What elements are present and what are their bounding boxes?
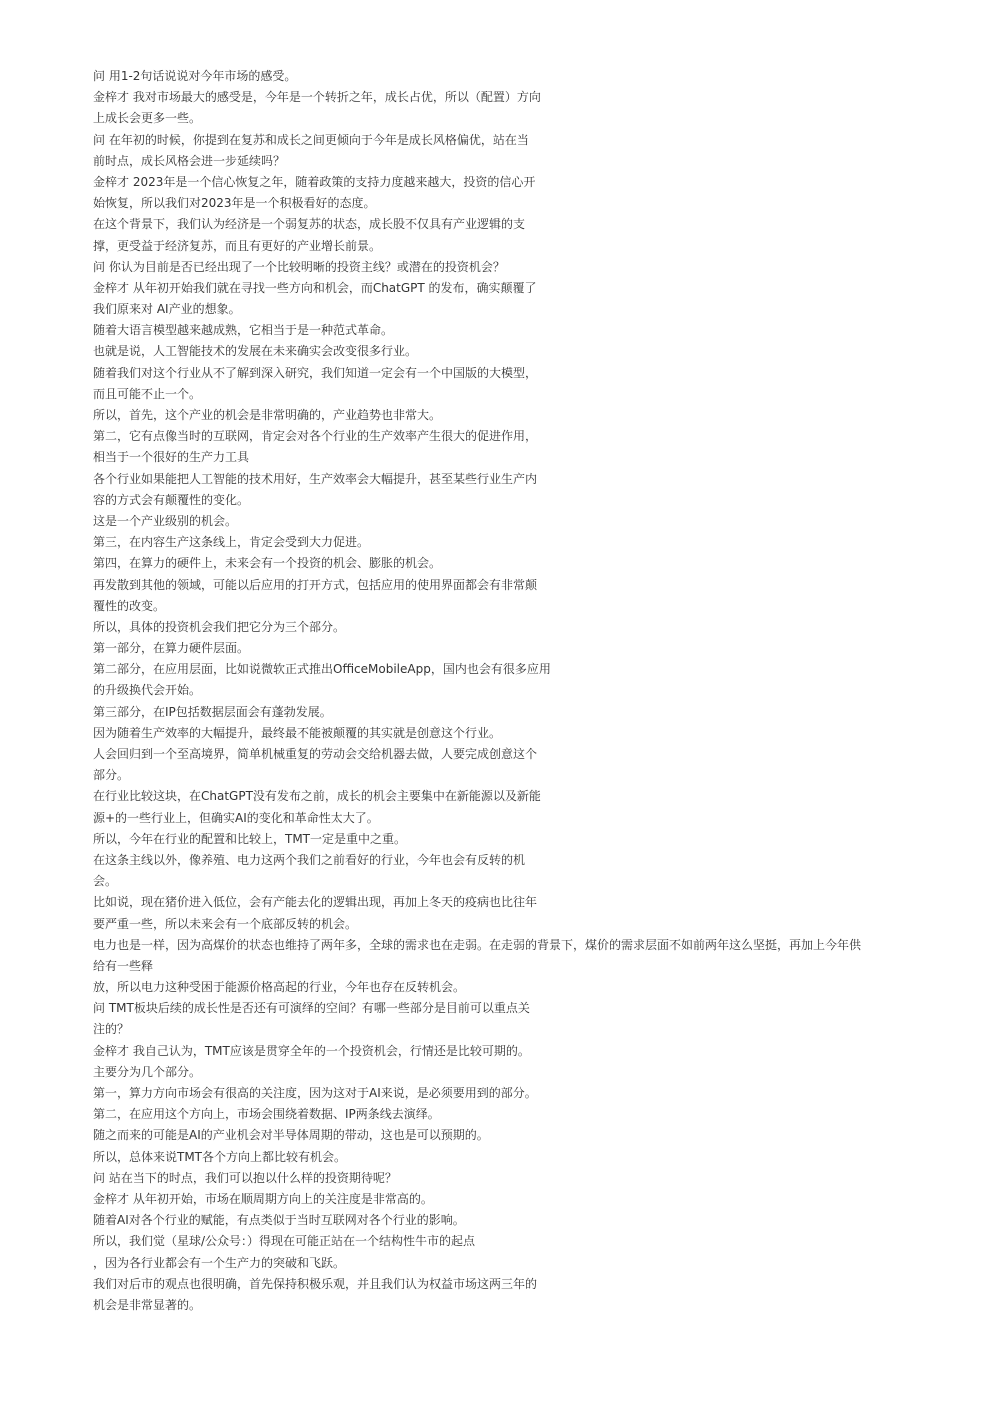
text-line: 我们原来对 AI产业的想象。: [93, 302, 241, 317]
text-line: 第一，算力方向市场会有很高的关注度，因为这对于AI来说，是必须要用到的部分。: [93, 1086, 537, 1100]
text-line: 金梓才 从年初开始我们就在寻找一些方向和机会，而ChatGPT 的发布，确实颠覆了: [93, 280, 537, 295]
text-line: 而且可能不止一个。: [93, 386, 202, 401]
text-line: 问 在年初的时候，你提到在复苏和成长之间更倾向于今年是成长风格偏优，站在当: [93, 132, 529, 147]
text-line: 覆性的改变。: [93, 598, 166, 613]
text-line: 始恢复，所以我们对2023年是一个积极看好的态度。: [93, 196, 376, 211]
text-line: 所以，总体来说TMT各个方向上都比较有机会。: [93, 1149, 347, 1164]
text-line: 注的？: [93, 1022, 130, 1037]
text-line: 第三，在内容生产这条线上，肯定会受到大力促进。: [93, 535, 370, 550]
text-line: 问 你认为目前是否已经出现了一个比较明晰的投资主线？或潜在的投资机会？: [93, 259, 505, 274]
text-line: 问 TMT板块后续的成长性是否还有可演绎的空间？有哪一些部分是目前可以重点关: [93, 1001, 530, 1016]
text-line: 这是一个产业级别的机会。: [93, 513, 238, 528]
text-line: 前时点，成长风格会进一步延续吗？: [93, 153, 286, 168]
text-line: 放，所以电力这种受困于能源价格高起的行业，今年也存在反转机会。: [93, 980, 466, 995]
text-line: 机会是非常显著的。: [93, 1297, 202, 1312]
text-line: 在这条主线以外，像养殖、电力这两个我们之前看好的行业，今年也会有反转的机: [93, 852, 526, 867]
text-line: 在行业比较这块，在ChatGPT没有发布之前，成长的机会主要集中在新能源以及新能: [93, 789, 541, 804]
text-line: 给有一些释: [93, 958, 154, 973]
text-line: 上成长会更多一些。: [93, 111, 202, 126]
text-line: 容的方式会有颠覆性的变化。: [93, 492, 250, 507]
text-line: 所以，首先，这个产业的机会是非常明确的，产业趋势也非常大。: [93, 408, 442, 422]
text-line: 金梓才 从年初开始，市场在顺周期方向上的关注度是非常高的。: [93, 1191, 433, 1206]
text-line: 也就是说，人工智能技术的发展在未来确实会改变很多行业。: [93, 344, 418, 359]
text-line: 会。: [93, 874, 118, 889]
text-line: 随着AI对各个行业的赋能，有点类似于当时互联网对各个行业的影响。: [93, 1213, 465, 1228]
text-line: 部分。: [93, 768, 130, 783]
text-line: 相当于一个很好的生产力工具: [93, 450, 250, 465]
text-line: 第四，在算力的硬件上，未来会有一个投资的机会、膨胀的机会。: [93, 556, 442, 571]
text-line: 我们对后市的观点也很明确，首先保持积极乐观，并且我们认为权益市场这两三年的: [93, 1276, 538, 1291]
text-line: 在这个背景下，我们认为经济是一个弱复苏的状态，成长股不仅具有产业逻辑的支: [93, 217, 526, 232]
text-line: ，因为各行业都会有一个生产力的突破和飞跃。: [93, 1255, 346, 1270]
text-line: 比如说，现在猪价进入低位，会有产能去化的逻辑出现，再加上冬天的疫病也比往年: [93, 895, 538, 910]
text-line: 要严重一些，所以未来会有一个底部反转的机会。: [93, 916, 358, 931]
text-line: 人会回归到一个至高境界，简单机械重复的劳动会交给机器去做，人要完成创意这个: [93, 747, 538, 761]
text-line: 随之而来的可能是AI的产业机会对半导体周期的带动，这也是可以预期的。: [93, 1128, 489, 1143]
text-line: 源+的一些行业上，但确实AI的变化和革命性太大了。: [93, 810, 379, 825]
text-line: 再发散到其他的领域，可能以后应用的打开方式，包括应用的使用界面都会有非常颠: [93, 577, 538, 592]
text-line: 金梓才 2023年是一个信心恢复之年，随着政策的支持力度越来越大，投资的信心开: [93, 174, 536, 189]
text-line: 随着我们对这个行业从不了解到深入研究，我们知道一定会有一个中国版的大模型，: [93, 365, 538, 380]
text-line: 金梓才 我自己认为，TMT应该是贯穿全年的一个投资机会，行情还是比较可期的。: [93, 1043, 530, 1058]
text-line: 第二，在应用这个方向上，市场会围绕着数据、IP两条线去演绎。: [93, 1107, 440, 1122]
text-line: 所以，今年在行业的配置和比较上，TMT一定是重中之重。: [93, 831, 407, 846]
text-line: 撑，更受益于经济复苏，而且有更好的产业增长前景。: [93, 238, 382, 253]
text-line: 问 用1-2句话说说对今年市场的感受。: [93, 69, 297, 83]
text-line: 第一部分，在算力硬件层面。: [93, 641, 250, 656]
document-body: [93, 66, 953, 1316]
text-line: 所以，具体的投资机会我们把它分为三个部分。: [93, 619, 346, 634]
text-line: 随着大语言模型越来越成熟，它相当于是一种范式革命。: [93, 323, 394, 338]
text-line: 问 站在当下的时点，我们可以抱以什么样的投资期待呢？: [93, 1170, 397, 1185]
text-line: 金梓才 我对市场最大的感受是，今年是一个转折之年，成长占优，所以（配置）方向: [93, 90, 541, 105]
text-line: 的升级换代会开始。: [93, 683, 202, 698]
text-line: 第三部分，在IP包括数据层面会有蓬勃发展。: [93, 704, 332, 719]
text-line: 因为随着生产效率的大幅提升，最终最不能被颠覆的其实就是创意这个行业。: [93, 725, 502, 740]
text-line: 第二部分，在应用层面，比如说微软正式推出OfficeMobileApp，国内也会有很多应用: [93, 662, 551, 677]
text-line: 电力也是一样，因为高煤价的状态也维持了两年多，全球的需求也在走弱。在走弱的背景下，煤价的需求层面不如前两年这么坚挺，再加上今年供: [93, 937, 862, 952]
text-line: 各个行业如果能把人工智能的技术用好，生产效率会大幅提升，甚至某些行业生产内: [93, 471, 538, 486]
text-line: 主要分为几个部分。: [93, 1064, 202, 1079]
text-line: 所以，我们觉（星球/公众号：）得现在可能正站在一个结构性牛市的起点: [93, 1234, 476, 1249]
text-line: 第二，它有点像当时的互联网，肯定会对各个行业的生产效率产生很大的促进作用，: [93, 429, 538, 444]
